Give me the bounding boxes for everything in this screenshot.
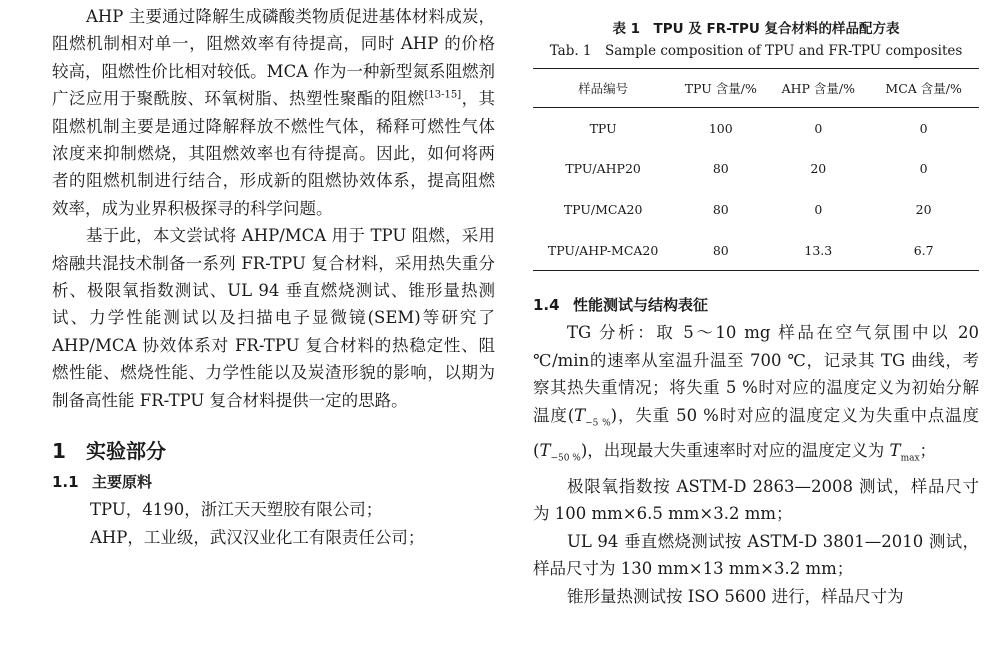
table-row [533,149,979,190]
header-ahp-content: AHP 含量/% [768,69,868,108]
paragraph-loi: 极限氧指数按 ASTM-D 2863—2008 测试，样品尺寸为 100 mm×6.5 mm×3.2 mm； [533,477,979,524]
subsection-heading-testing [533,291,979,319]
subsection-number: 1.4 [533,296,560,315]
cell-sample-id: TPU/MCA20 [563,201,643,217]
symbol-t: T [574,405,586,425]
table-caption-en: Tab. 1 Sample composition of TPU and FR-TPU composites [549,43,963,59]
cell-sample-id: TPU/AHP20 [565,161,641,177]
cell-tpu: 80 [673,230,768,271]
table-header-row [533,69,979,108]
subscript-t5: −5 % [585,417,611,428]
cell-ahp: 13.3 [768,230,868,271]
cell-mca: 0 [919,161,928,177]
subscript-t50: −50 % [550,453,581,464]
table-caption-cn: 表 1 TPU 及 FR-TPU 复合材料的样品配方表 [612,21,900,37]
sample-composition-table [533,68,979,271]
tg-text-a: TG 分析：取 5～10 mg 样品在空气氛围中以 20 ℃/min的速率从室温升温至 700 ℃，记录其 TG 曲线，考察其热失重情况；将失重 5 %时对应的温度定义为初始分解温度( [533,323,979,425]
subsection-title: 性能测试与结构表征 [573,296,709,315]
left-column [52,0,495,551]
cell-tpu: 100 [708,120,733,136]
section-title: 实验部分 [86,439,166,464]
cell-sample-id: TPU [589,120,617,136]
cell-ahp: 0 [814,120,823,136]
subsection-title: 主要原料 [92,473,153,492]
table-row [533,189,979,230]
subsection-number: 1.1 [52,473,79,492]
paragraph-ahp-mca-text: AHP 主要通过降解生成磷酸类物质促进基体材料成炭，阻燃机制相对单一，阻燃效率有待提高，同时 AHP 的价格较高，阻燃性价比相对较低。MCA 作为一种新型氮系阻燃剂广泛应用于聚酰胺、环氧树脂、热塑性聚酯的阻燃 [52,7,495,109]
header-sample-id: 样品编号 [533,69,673,108]
subsection-heading-materials [52,468,495,496]
cell-mca: 0 [919,120,928,136]
tg-text-c: )，出现最大失重速率时对应的温度定义为 [580,441,890,461]
material-item-ahp: AHP，工业级，武汉汉业化工有限责任公司； [90,527,425,547]
table-row [533,108,979,149]
cell-tpu: 80 [712,201,729,217]
cell-mca: 6.7 [868,230,979,271]
cell-ahp: 20 [810,161,827,177]
cell-sample-id: TPU/AHP-MCA20 [533,230,673,271]
paragraph-study-aim: 基于此，本文尝试将 AHP/MCA 用于 TPU 阻燃，采用熔融共混技术制备一系列 FR-TPU 复合材料，采用热失重分析、极限氧指数测试、UL 94 垂直燃烧测试、锥形量热测试、力学性能测试以及扫描电子显微镜(SEM)等研究了 AHP/MCA 协效体系对 FR-TPU 复合材料的热稳定性、阻燃性能、燃烧性能、力学性能以及炭渣形貌的影响，以期为制备高性能 FR-TPU 复合材料提供一定的思路。 [52,226,495,410]
cell-tpu: 80 [712,161,729,177]
table-row [533,230,979,271]
paragraph-tg-analysis [533,319,979,473]
section-number: 1 [52,439,66,464]
citation-ref[interactable]: [13-15] [424,89,462,101]
paragraph-ul94: UL 94 垂直燃烧测试按 ASTM-D 3801—2010 测试，样品尺寸为 130 mm×13 mm×3.2 mm； [533,531,979,579]
header-mca-content: MCA 含量/% [868,69,979,108]
header-tpu-content: TPU 含量/% [673,69,768,108]
section-heading-experimental [52,434,495,468]
paragraph-cone: 锥形量热测试按 ISO 5600 进行，样品尺寸为 [567,586,904,606]
symbol-t: T [889,441,901,461]
cell-mca: 20 [915,201,932,217]
right-column [533,0,979,610]
tg-text-d: ； [919,441,937,461]
cell-ahp: 0 [814,201,823,217]
symbol-t: T [539,441,551,461]
paragraph-ahp-mca-tail: ，其阻燃机制主要是通过降解释放不燃性气体，稀释可燃性气体浓度来抑制燃烧，其阻燃效率也有待提高。因此，如何将两者的阻燃机制进行结合，形成新的阻燃协效体系，提高阻燃效率，成为业界积极探寻的科学问题。 [52,89,496,218]
material-item-tpu: TPU，4190，浙江天天塑胶有限公司； [90,500,383,520]
subscript-tmax: max [900,453,920,464]
paragraph-ahp-mca [52,3,495,222]
tg-text-b: )，失重 50 %时对应的温度定义为失重中点温度( [533,405,979,461]
